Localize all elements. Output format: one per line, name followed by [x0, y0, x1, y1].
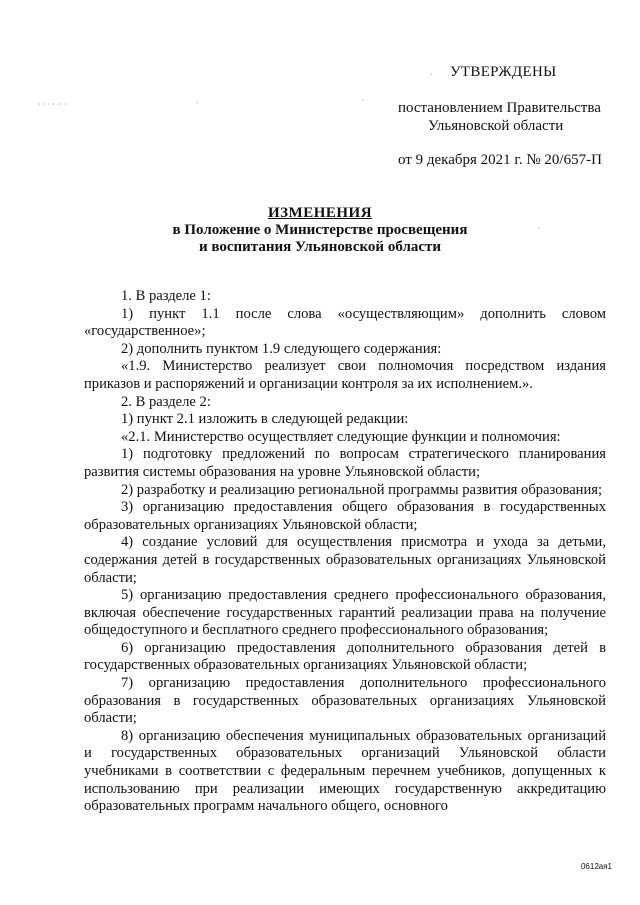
paragraph: 1. В разделе 1: — [121, 288, 211, 304]
paragraph: 4) создание условий для осуществления присмотра и ухода за детьми, содержания детей в государственных образовательных организациях Ульяновской области; — [84, 534, 606, 586]
paragraph: 2) дополнить пунктом 1.9 следующего содержания: — [121, 340, 442, 357]
paragraph: «2.1. Министерство осуществляет следующие функции и полномочия: — [121, 428, 561, 445]
title-main: ИЗМЕНЕНИЯ — [267, 205, 373, 221]
paragraph: 2) разработку и реализацию региональной программы развития образования; — [121, 481, 603, 498]
decree-line-2: Ульяновской области — [428, 118, 564, 134]
paragraph: 1) пункт 1.1 после слова «осуществляющим» дополнить словом «государственное»; — [84, 305, 606, 340]
title-line-2: в Положение о Министерстве просвещения — [172, 222, 468, 238]
title-line-3: и воспитания Ульяновской области — [198, 239, 442, 255]
paragraph: 1) подготовку предложений по вопросам стратегического планирования развития системы образования на уровне Ульяновской области; — [84, 446, 606, 480]
scan-artifact: · — [430, 70, 433, 79]
approval-stamp-title: УТВЕРЖДЕНЫ — [450, 64, 557, 80]
paragraph: 7) организацию предоставления дополнительного профессионального образования в государственных образовательных организациях Ульяновской области; — [84, 675, 606, 727]
paragraph: 6) организацию предоставления дополнительного образования детей в государственных образовательных организациях Ульяновской области; — [84, 639, 606, 674]
scan-artifact: · — [362, 96, 365, 105]
paragraph: 8) организацию обеспечения муниципальных образовательных организаций и государственных образовательных организаций Ульяновской области учебниками в соответствии с федеральным перечнем учебников, допущенных к использованию при реализации имеющих государственную аккредитацию образовательных программ начального общего, основного — [84, 727, 606, 815]
decree-date: от 9 декабря 2021 г. № 20/657-П — [398, 152, 602, 168]
document-code: 0612ая1 — [580, 862, 612, 871]
scan-artifact: ′ — [538, 226, 540, 235]
paragraph: 1) пункт 2.1 изложить в следующей редакции: — [121, 411, 409, 428]
document-body — [84, 288, 606, 816]
paragraph: «1.9. Министерство реализует свои полномочия посредством издания приказов и распоряжений и организации контроля за их исполнением.». — [84, 358, 606, 392]
scan-artifact: · — [196, 98, 199, 107]
decree-line-1: постановлением Правительства — [398, 100, 601, 116]
paragraph: 3) организацию предоставления общего образования в государственных образовательных организациях Ульяновской области; — [84, 499, 606, 533]
scan-artifact: · · · · ·· · — [38, 100, 67, 109]
document-title — [0, 205, 640, 256]
paragraph: 5) организацию предоставления среднего профессионального образования, включая обеспечение государственных гарантий реализации права на получение общедоступного и бесплатного среднего профессионального образования; — [84, 587, 606, 639]
paragraph: 2. В разделе 2: — [121, 393, 211, 410]
